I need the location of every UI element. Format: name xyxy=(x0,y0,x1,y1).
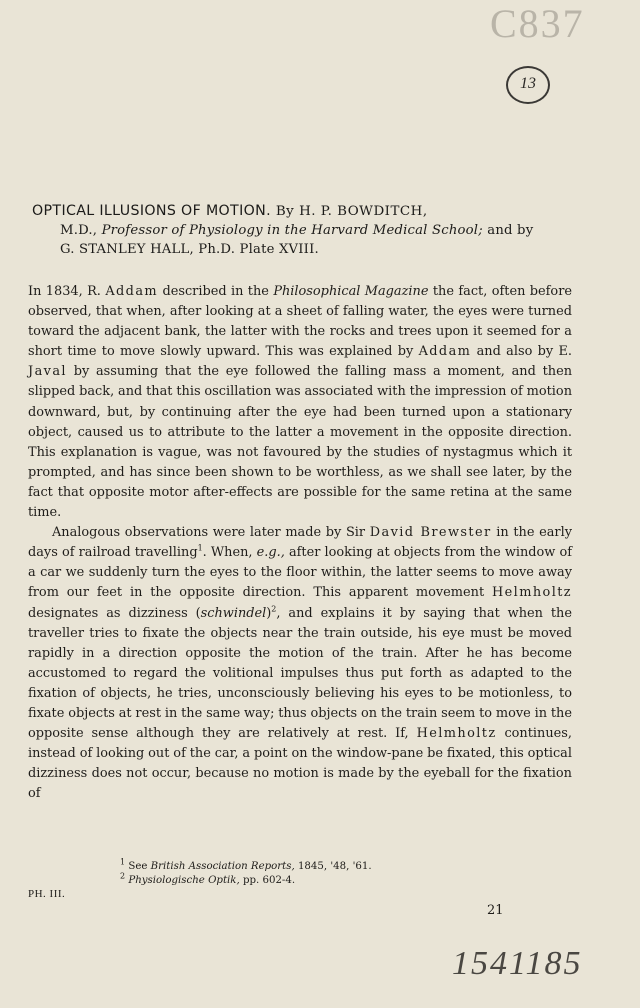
name-helmholtz: Helmholtz xyxy=(416,726,497,742)
p2-eg: e.g., xyxy=(256,545,285,561)
footnote-2 xyxy=(120,871,570,888)
name-brewster: David Brewster xyxy=(369,525,492,541)
handwritten-shelf-mark: C837 xyxy=(490,1,585,46)
author-1-degree: M.D., xyxy=(60,223,98,238)
name-helmholtz: Helmholtz xyxy=(492,585,572,601)
p2-text-3: . When, xyxy=(202,545,253,561)
footnote-1-source: British Association Reports, xyxy=(150,861,295,872)
p1-lead: In 1834, R. xyxy=(28,284,101,299)
p2-text-5: designates as dizziness ( xyxy=(28,605,201,621)
footnote-2-source: Physiologische Optik, xyxy=(128,875,240,886)
article-title xyxy=(32,202,612,259)
term-schwindel: schwindel xyxy=(200,605,267,621)
page-number: 21 xyxy=(487,903,504,918)
signature-mark: PH. III. xyxy=(28,888,66,900)
article-body xyxy=(28,282,572,804)
author-1-position: Professor of Physiology in the Harvard Medical School; xyxy=(101,223,483,238)
p1-text-3: and also by E. xyxy=(476,344,572,360)
title-text: OPTICAL ILLUSIONS OF MOTION. xyxy=(32,203,271,219)
p2-text-4: after looking at objects from the window of a car we suddenly turn the eyes to the floor within, the latter seems to move away from our feet in the opposite direction. This apparent movement xyxy=(28,545,572,601)
paragraph-1 xyxy=(28,282,572,523)
footnote-1-years: 1845, '48, '61. xyxy=(297,861,372,872)
footnote-2-number: 2 xyxy=(120,871,126,881)
author-2-degree: Ph.D. xyxy=(198,242,236,257)
footnote-2-pages: pp. 602-4. xyxy=(242,875,296,886)
plate-reference: Plate XVIII. xyxy=(239,242,319,257)
p2-text-8: continues, instead of looking out of the car, a point on the window-pane be fixated, this optical dizziness does not occur, because no motion is made by the eyeball for the fixation of xyxy=(28,726,572,802)
name-javal: Javal xyxy=(28,364,67,380)
p2-text-6: ) xyxy=(266,605,272,621)
title-by: By xyxy=(275,204,295,219)
p2-text-2: in the early days of railroad travelling xyxy=(28,525,572,561)
footnote-ref-1: 1 xyxy=(197,543,203,553)
footnote-1-number: 1 xyxy=(120,857,126,867)
footnote-1-see: See xyxy=(128,861,148,872)
p1-text-1: described in the xyxy=(162,284,269,299)
paragraph-2 xyxy=(28,523,572,804)
footnote-ref-2: 2 xyxy=(271,604,277,614)
name-addam: Addam xyxy=(105,284,159,299)
name-addam: Addam xyxy=(418,344,472,360)
p2-text-1: Analogous observations were later made by Sir xyxy=(52,525,366,541)
author-2: G. STANLEY HALL, xyxy=(60,242,194,257)
p1-text-2: the fact, often before observed, that when, after looking at a sheet of falling water, the eyes were turned toward the adjacent bank, the latter with the rocks and trees upon it seemed for a short time to move slowly upward. This was explained by xyxy=(28,284,572,360)
footnote-1 xyxy=(120,857,570,874)
library-stamp: 13 xyxy=(506,66,550,104)
p2-text-7: , and explains it by saying that when the traveller tries to fixate the objects near the train outside, his eye must be moved rapidly in a direction opposite the motion of the train. After he has become accustomed to regard the volitional impulses thus put forth as adapted to the fixation of objects, he tries, unconsciously believing his eyes to be motionless, to fixate objects at rest in the same way; thus objects on the train seem to move in the opposite sense although they are relatively at rest. If, xyxy=(28,605,572,742)
author-1: H. P. BOWDITCH, xyxy=(299,204,428,219)
title-and-by: and by xyxy=(487,223,534,238)
journal-title: Philosophical Magazine xyxy=(273,284,429,299)
p1-text-4: by assuming that the eye followed the falling mass a moment, and then slipped back, and that this oscillation was associated with the impression of motion downward, but, by continuing after the eye had been turned upon a stationary object, caused us to attribute to the latter a movement in the opposite direction. This explanation is vague, was not favoured by the studies of nystagmus which it prompted, and has since been shown to be worthless, as we shall see later, by the fact that opposite motor after-effects are possible for the same retina at the same time. xyxy=(28,364,573,521)
handwritten-accession-number: 1541185 xyxy=(452,945,583,982)
footnotes xyxy=(120,857,570,888)
